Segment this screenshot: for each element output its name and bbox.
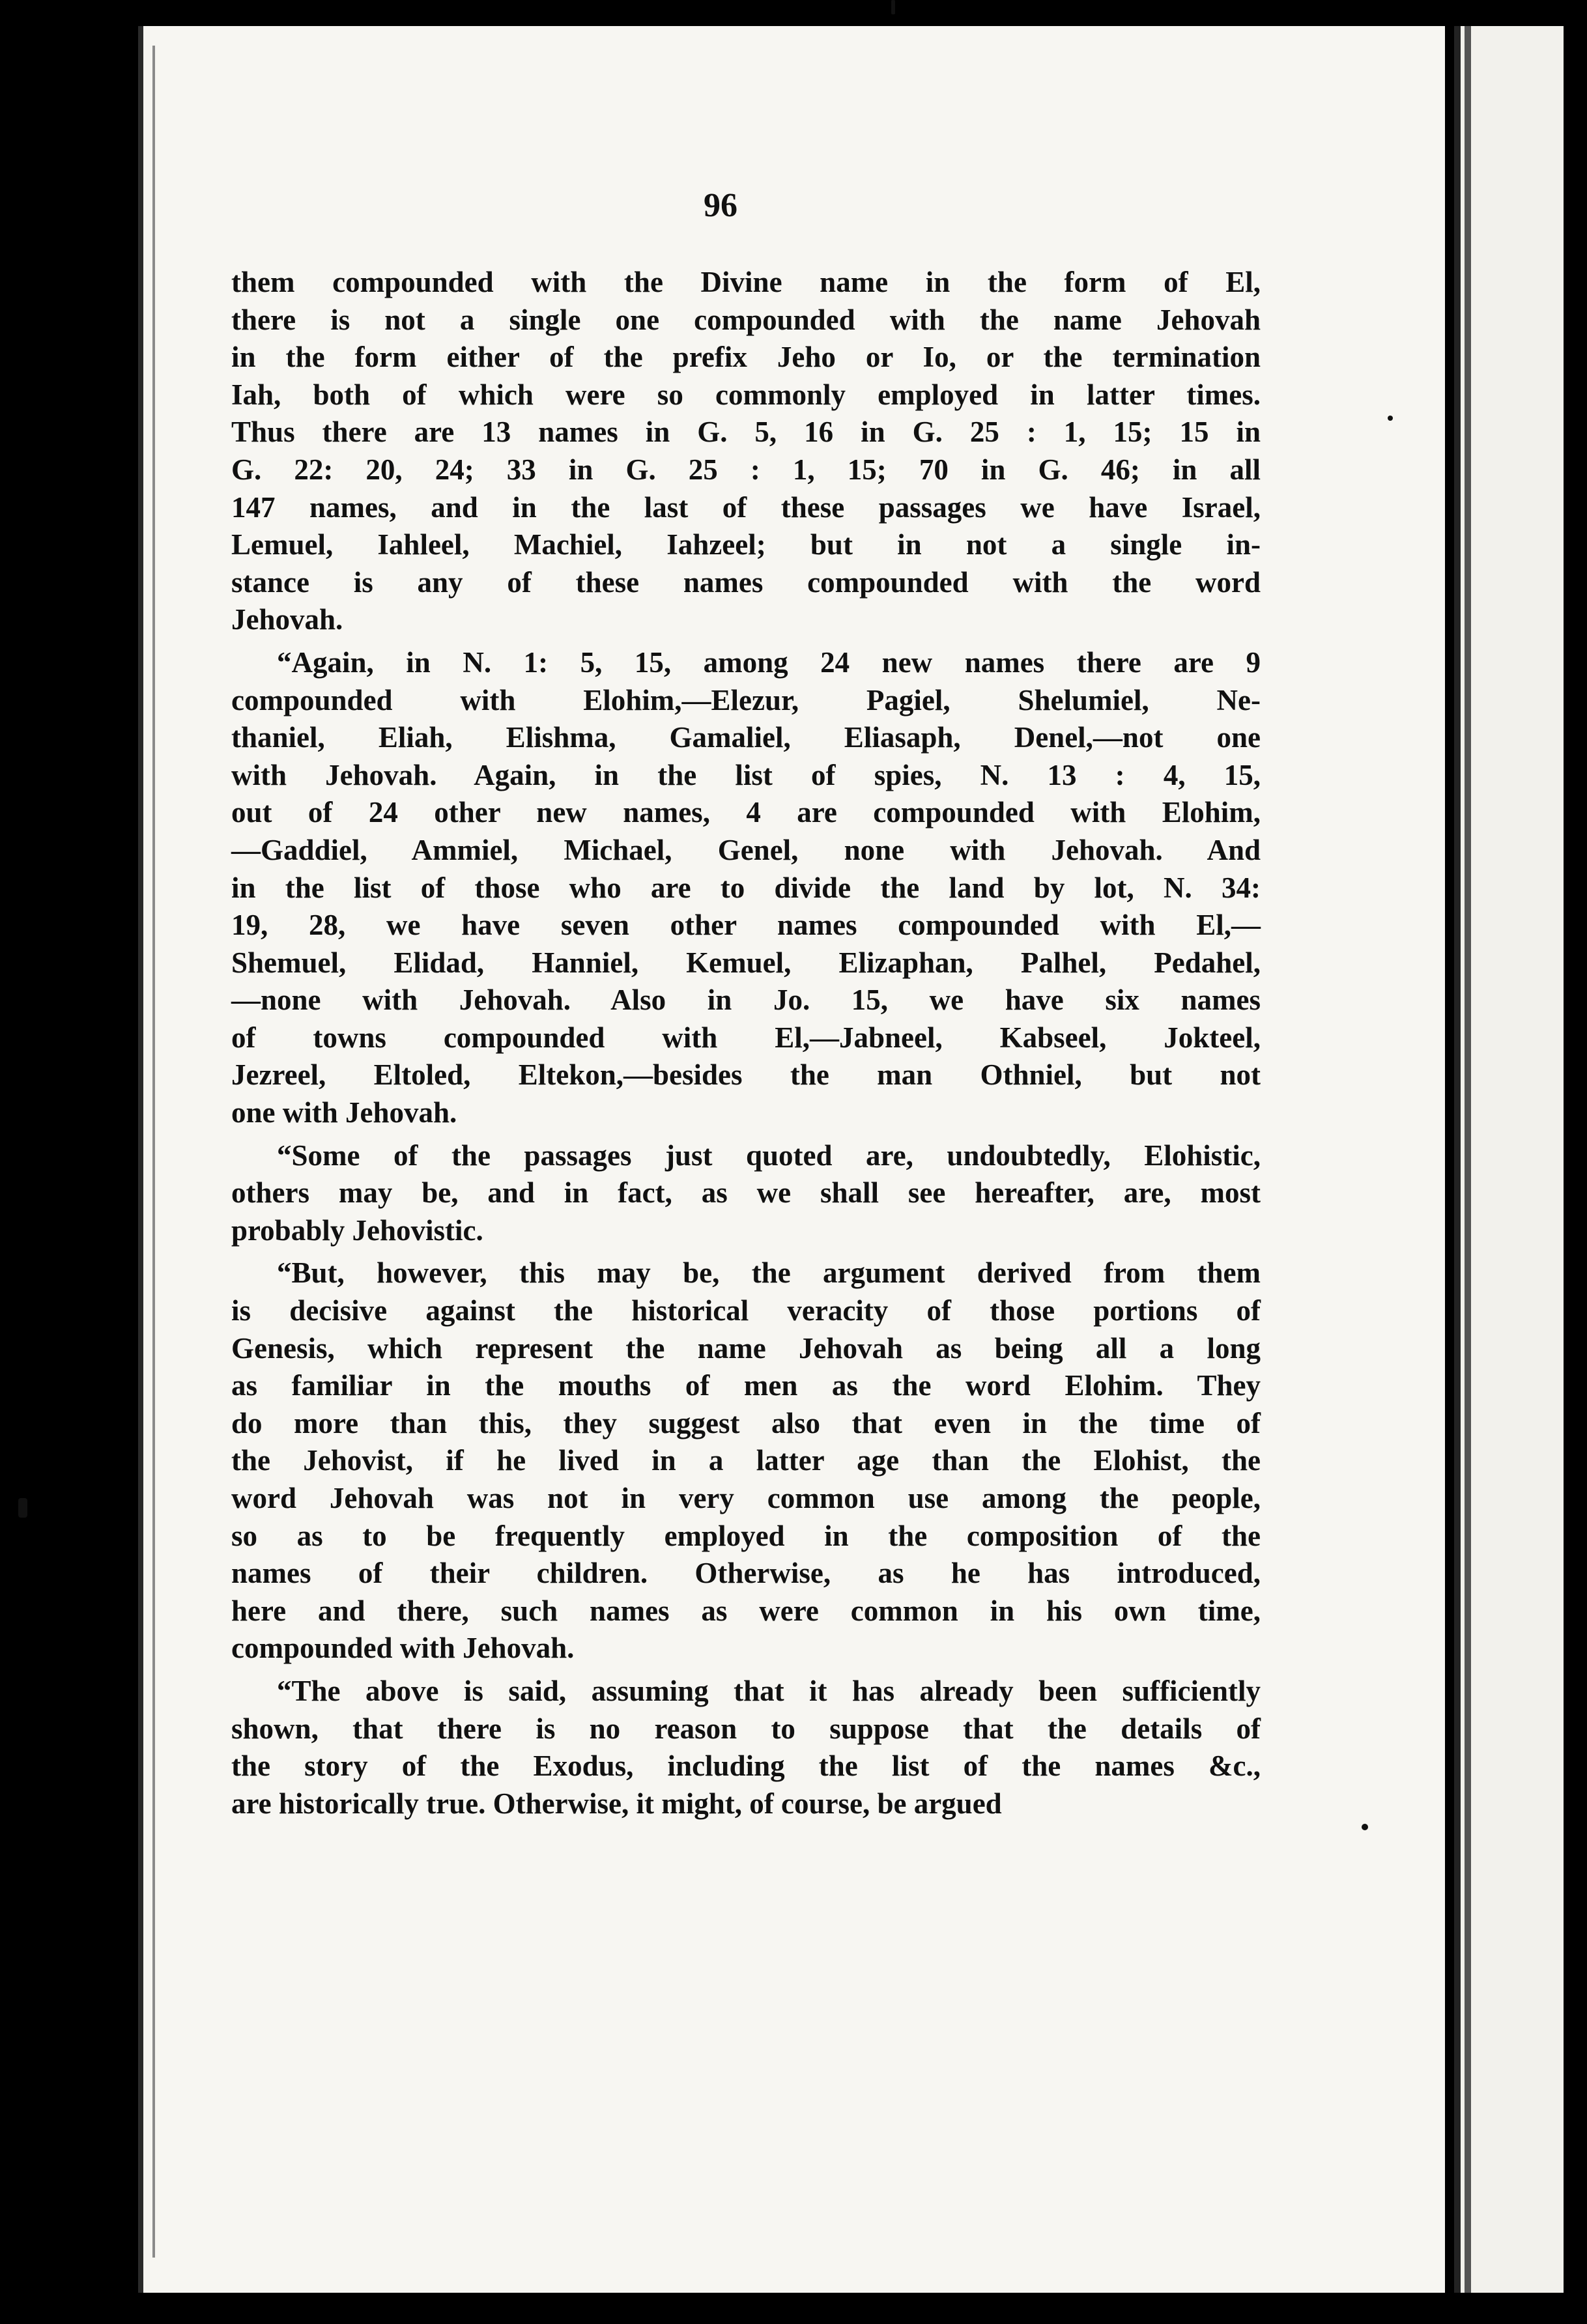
paragraph: [231, 1254, 1261, 1667]
text-line: “The above is said, assuming that it has already been sufficiently: [277, 1674, 1261, 1707]
text-line: Lemuel, Iahleel, Machiel, Iahzeel; but in not a single in-: [231, 528, 1261, 561]
text-line: Shemuel, Elidad, Hanniel, Kemuel, Elizaphan, Palhel, Pedahel,: [231, 946, 1261, 979]
text-line: as familiar in the mouths of men as the word Elohim. They: [231, 1369, 1261, 1402]
text-line: thaniel, Eliah, Elishma, Gamaliel, Eliasaph, Denel,—not one: [231, 721, 1261, 754]
text-line: names of their children. Otherwise, as he has introduced,: [231, 1557, 1261, 1590]
text-line: probably Jehovistic.: [231, 1213, 483, 1247]
text-line: —Gaddiel, Ammiel, Michael, Genel, none with Jehovah. And: [231, 833, 1261, 866]
text-line: so as to be frequently employed in the composition of the: [231, 1519, 1261, 1552]
text-line: 147 names, and in the last of these passages we have Israel,: [231, 490, 1261, 524]
page-gutter-shadow: [152, 46, 155, 2258]
text-line: “Again, in N. 1: 5, 15, among 24 new names there are 9: [277, 645, 1261, 679]
text-line: —none with Jehovah. Also in Jo. 15, we have six names: [231, 984, 1261, 1017]
text-line: “But, however, this may be, the argument derived from them: [277, 1256, 1261, 1290]
text-line: G. 22: 20, 24; 33 in G. 25 : 1, 15; 70 in G. 46; in all: [231, 453, 1261, 486]
text-line: in the list of those who are to divide the land by lot, N. 34:: [231, 871, 1261, 904]
text-line: the Jehovist, if he lived in a latter age than the Elohist, the: [231, 1444, 1261, 1477]
text-line: stance is any of these names compounded with the word: [231, 565, 1261, 599]
text-line: are historically true. Otherwise, it might, of course, be argued: [231, 1787, 1002, 1820]
text-line: there is not a single one compounded with the name Jehovah: [231, 303, 1261, 336]
text-line: the story of the Exodus, including the list of the names &c.,: [231, 1750, 1261, 1783]
text-line: Jehovah.: [231, 603, 343, 636]
text-line: Jezreel, Eltoled, Eltekon,—besides the man Othniel, but not: [231, 1058, 1261, 1092]
text-line: compounded with Elohim,—Elezur, Pagiel, Shelumiel, Ne-: [231, 683, 1261, 716]
text-line: in the form either of the prefix Jeho or Io, or the termination: [231, 341, 1261, 374]
text-line: out of 24 other new names, 4 are compounded with Elohim,: [231, 796, 1261, 829]
text-line: Genesis, which represent the name Jehovah as being all a long: [231, 1331, 1261, 1365]
text-line: here and there, such names as were common in his own time,: [231, 1594, 1261, 1627]
text-line: “Some of the passages just quoted are, undoubtedly, Elohistic,: [277, 1139, 1261, 1172]
body-text: [231, 264, 1261, 1822]
paragraph: [231, 1673, 1261, 1822]
text-line: them compounded with the Divine name in the form of El,: [231, 266, 1261, 298]
text-line: Thus there are 13 names in G. 5, 16 in G. 25 : 1, 15; 15 in: [231, 416, 1261, 449]
text-line: 19, 28, we have seven other names compounded with El,—: [231, 909, 1261, 942]
adjacent-page-edge: [1454, 26, 1564, 2293]
text-line: of towns compounded with El,—Jabneel, Kabseel, Jokteel,: [231, 1021, 1261, 1054]
text-line: do more than this, they suggest also that even in the time of: [231, 1406, 1261, 1439]
page-number: 96: [704, 187, 737, 224]
text-line: shown, that there is no reason to suppose that the details of: [231, 1712, 1261, 1745]
page-edge-shadow: [1465, 26, 1471, 2293]
paragraph: [231, 264, 1261, 639]
text-line: one with Jehovah.: [231, 1096, 457, 1129]
text-line: with Jehovah. Again, in the list of spies, N. 13 : 4, 15,: [231, 758, 1261, 791]
text-line: Iah, both of which were so commonly employed in latter times.: [231, 378, 1261, 411]
paragraph: [231, 644, 1261, 1132]
text-line: word Jehovah was not in very common use among the people,: [231, 1482, 1261, 1514]
text-line: is decisive against the historical veracity of those portions of: [231, 1294, 1261, 1327]
text-line: compounded with Jehovah.: [231, 1632, 575, 1665]
paragraph: [231, 1137, 1261, 1250]
text-line: others may be, and in fact, as we shall see hereafter, are, most: [231, 1176, 1261, 1210]
